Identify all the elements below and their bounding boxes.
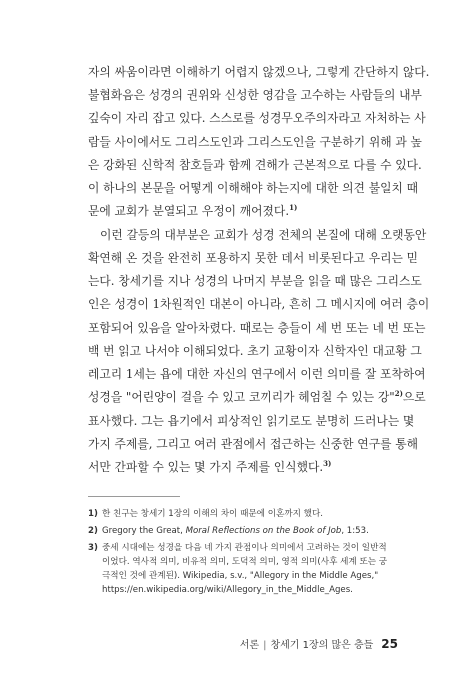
footnote-divider: [88, 496, 180, 497]
body-line: 불협화음은 성경의 권위와 신성한 영감을 고수하는 사람들의 내부: [88, 88, 422, 102]
body-line-text: 으로: [402, 390, 426, 404]
body-line: 이 하나의 본문을 어떻게 이해해야 하는지에 대한 의견 불일치 때: [88, 181, 419, 195]
body-line: 람들 사이에서도 그리스도인과 그리스도인을 구분하기 위해 과 높: [88, 135, 422, 149]
body-line: [88, 389, 426, 405]
body-line: 깊숙이 자리 잡고 있다. 스스로를 성경무오주의자라고 자처하는 사: [88, 111, 426, 125]
footnote-3-link: https://en.wikipedia.org/wiki/Allegory_in_the_Middle_Ages.: [102, 585, 353, 595]
body-line: 포함되어 있음을 알아차렸다. 때로는 층들이 세 번 또는 네 번 또는: [88, 321, 426, 335]
footer-chapter-title: 창세기 1장의 많은 층들: [270, 640, 374, 651]
footnote-book-title: Moral Reflections on the Book of Job: [185, 526, 342, 536]
footer-separator: |: [263, 640, 267, 651]
footnote-ref-2: 2): [394, 389, 403, 399]
page-number: 25: [381, 637, 398, 651]
footnote-3-line: 극적인 것에 관계된). Wikipedia, s.v., "Allegory in the Middle Ages,": [102, 571, 379, 581]
footnote-number: 2): [88, 526, 98, 536]
body-line: 표사했다. 그는 욥기에서 피상적인 읽기로도 분명히 드러나는 몇: [88, 414, 415, 428]
body-line-text: 서만 간파할 수 있는 몇 가지 주제를 인식했다.: [88, 460, 324, 474]
running-footer: [240, 636, 398, 651]
footnote-number: 3): [88, 543, 98, 553]
body-line: 은 강화된 신학적 참호들과 함께 견해가 근본적으로 다를 수 있다.: [88, 158, 422, 172]
body-line: 이런 갈등의 대부분은 교회가 성경 전체의 본질에 대해 오랫동안: [100, 228, 427, 242]
footnote-text: Gregory the Great,: [102, 526, 186, 536]
footnote-text: , 1:53.: [341, 526, 369, 536]
body-line: 자의 싸움이라면 이해하기 어렵지 않겠으나, 그렇게 간단하지 않다.: [88, 65, 430, 79]
footnote-ref-1: 1): [289, 203, 298, 213]
body-line-text: 성경을 "어린양이 걸을 수 있고 코끼리가 헤엄칠 수 있는 강": [88, 390, 395, 404]
footnote-3: [88, 542, 396, 555]
body-line: 레고리 1세는 욥에 대한 자신의 연구에서 이런 의미를 잘 포착하여: [88, 367, 426, 381]
footnote-1: [88, 508, 396, 521]
footnote-text: 중세 시대에는 성경을 다음 네 가지 관점이나 의미에서 고려하는 것이 일반적: [102, 543, 387, 553]
body-line: [88, 203, 396, 219]
footnote-3-line: 이었다. 역사적 의미, 비유적 의미, 도덕적 의미, 영적 의미(사후 세계 또는 궁: [102, 557, 388, 567]
body-line: [88, 459, 396, 475]
footer-section: 서론: [239, 640, 260, 651]
footnote-number: 1): [88, 509, 98, 519]
body-line: 인은 성경이 1차원적인 대본이 아니라, 흔히 그 메시지에 여러 층이: [88, 297, 430, 311]
body-line: 백 번 읽고 나서야 이해되었다. 초기 교황이자 신학자인 대교황 그: [88, 344, 422, 358]
footnote-2: [88, 525, 396, 538]
footnote-text: 한 친구는 창세기 1장의 이해의 차이 때문에 이혼까지 했다.: [102, 509, 323, 519]
footnote-ref-3: 3): [323, 459, 332, 469]
body-line: 가지 주제를, 그리고 여러 관점에서 접근하는 신중한 연구를 통해: [88, 437, 419, 451]
body-line: 는다. 창세기를 지나 성경의 나머지 부분을 읽을 때 많은 그리스도: [88, 274, 422, 288]
body-line-text: 문에 교회가 분열되고 우정이 깨어졌다.: [88, 204, 290, 218]
body-line: 확연해 온 것을 완전히 포용하지 못한 데서 비롯된다고 우리는 믿: [88, 251, 419, 265]
